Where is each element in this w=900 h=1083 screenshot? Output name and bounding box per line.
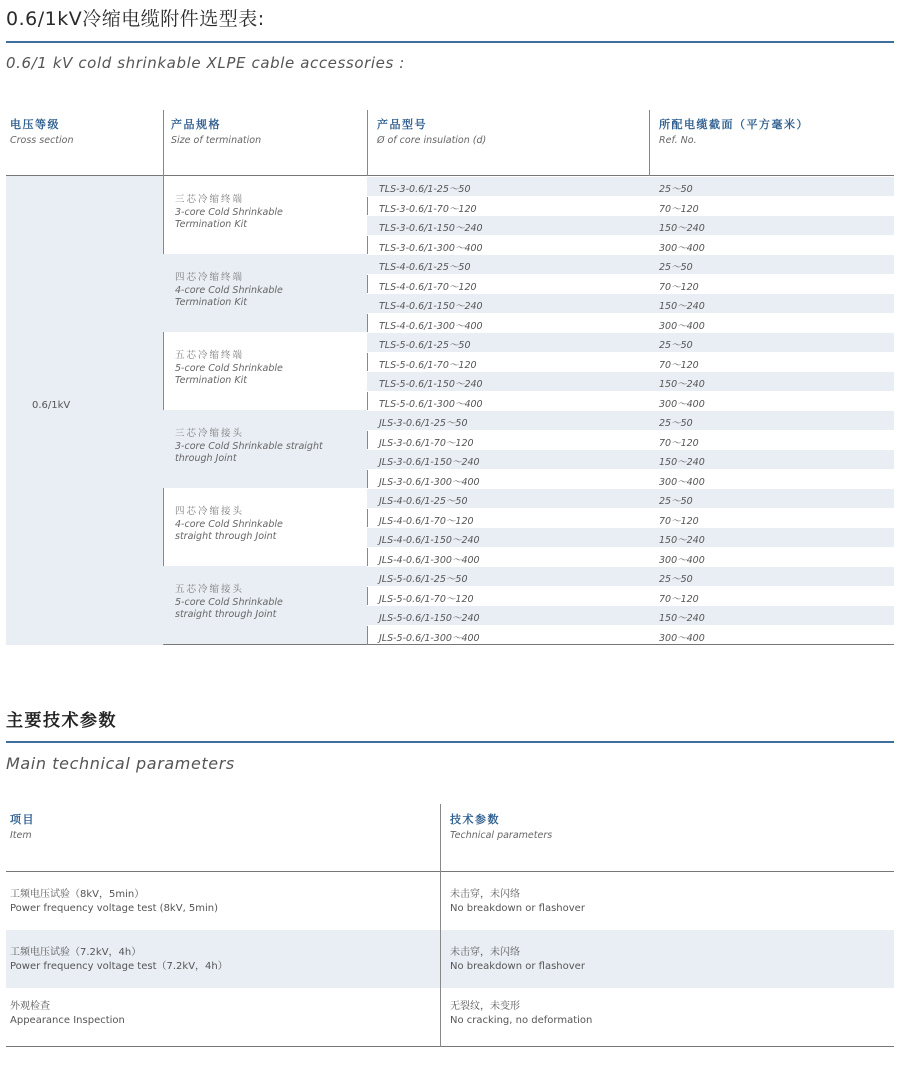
model-cell: JLS-4-0.6/1-300～400 (379, 554, 480, 566)
spec-en-line1: 3-core Cold Shrinkable straight (175, 440, 323, 452)
table-row (367, 371, 894, 391)
section1-divider (6, 41, 894, 43)
cross-section-cell: 150～240 (659, 535, 705, 546)
cross-section-cell: 300～400 (659, 398, 705, 410)
model-cell: TLS-5-0.6/1-300～400 (379, 398, 483, 410)
voltage-label: 0.6/1kV (32, 400, 71, 411)
accessories-table-header (6, 110, 894, 176)
table-row (6, 872, 894, 930)
cross-section-cell: 300～400 (659, 554, 705, 566)
model-cell: TLS-3-0.6/1-150～240 (379, 223, 483, 234)
item-cn: 外观检查 (10, 1001, 50, 1012)
header-voltage-en: Cross section (10, 135, 74, 146)
section1-title: 0.6/1kV冷缩电缆附件选型表: (6, 8, 265, 30)
table-row (367, 313, 894, 333)
model-cell: JLS-4-0.6/1-70～120 (379, 515, 474, 527)
header-params (446, 804, 886, 872)
spec-group (163, 566, 367, 644)
cross-section-cell: 25～50 (659, 574, 693, 585)
spec-text (175, 428, 323, 466)
cross-section-cell: 25～50 (659, 340, 693, 351)
param-cn: 未击穿，未闪络 (450, 889, 520, 900)
spec-en-line2: straight through Joint (175, 609, 277, 620)
table-row (6, 930, 894, 988)
header-model-cn: 产品型号 (377, 118, 427, 131)
cross-section-cell: 70～120 (659, 281, 699, 293)
spec-group (163, 488, 367, 566)
header-section-en: Ref. No. (659, 135, 697, 146)
cross-section-cell: 70～120 (659, 593, 699, 605)
table-row (367, 332, 894, 352)
param-en: No breakdown or flashover (450, 961, 585, 972)
item-en: Power frequency voltage test (8kV, 5min) (10, 903, 219, 914)
item-cell (10, 1000, 125, 1028)
cross-section-cell: 70～120 (659, 437, 699, 449)
spec-cn: 五芯冷缩接头 (175, 584, 245, 595)
cross-section-cell: 150～240 (659, 613, 705, 624)
header-divider (163, 110, 164, 176)
table-row (367, 547, 894, 567)
spec-cn: 三芯冷缩接头 (175, 428, 245, 439)
spec-en-line1: 3-core Cold Shrinkable (175, 206, 283, 218)
header-params-cn: 技术参数 (450, 813, 500, 826)
model-cell: TLS-3-0.6/1-70～120 (379, 203, 477, 215)
spec-text (175, 506, 283, 544)
model-cell: TLS-3-0.6/1-25～50 (379, 184, 471, 195)
spec-cn: 三芯冷缩终端 (175, 194, 245, 205)
accessories-table (6, 110, 894, 645)
spec-cn: 五芯冷缩终端 (175, 350, 245, 361)
item-en: Power frequency voltage test（7.2kV，4h） (10, 961, 228, 972)
spec-cn: 四芯冷缩终端 (175, 272, 245, 283)
param-cell (450, 946, 585, 974)
header-item (6, 804, 436, 872)
table-row (367, 196, 894, 216)
model-cell: JLS-4-0.6/1-25～50 (379, 496, 468, 507)
table-row (367, 352, 894, 372)
item-en: Appearance Inspection (10, 1015, 125, 1026)
voltage-cell (6, 176, 163, 645)
cross-section-cell: 300～400 (659, 242, 705, 254)
header-item-en: Item (10, 830, 32, 841)
header-model-en: Ø of core insulation (d) (377, 135, 487, 146)
param-en: No breakdown or flashover (450, 903, 585, 914)
cross-section-cell: 25～50 (659, 418, 693, 429)
spec-en-line2: through Joint (175, 453, 237, 464)
spec-en-line1: 5-core Cold Shrinkable (175, 596, 283, 608)
cross-section-cell: 300～400 (659, 476, 705, 488)
model-cell: JLS-5-0.6/1-300～400 (379, 632, 480, 644)
table-row (367, 274, 894, 294)
spec-group (163, 332, 367, 410)
table-row (367, 391, 894, 411)
spec-en-line1: 4-core Cold Shrinkable (175, 518, 283, 530)
model-cell: JLS-4-0.6/1-150～240 (379, 535, 480, 546)
model-cell: JLS-3-0.6/1-70～120 (379, 437, 474, 449)
section2-divider (6, 741, 894, 743)
header-voltage (6, 110, 163, 176)
header-model (373, 110, 653, 176)
model-cell: TLS-4-0.6/1-70～120 (379, 281, 477, 293)
table-row (367, 430, 894, 450)
item-cell (10, 946, 228, 974)
spec-en-line2: Termination Kit (175, 297, 247, 308)
spec-en-line1: 4-core Cold Shrinkable (175, 284, 283, 296)
cross-section-cell: 70～120 (659, 515, 699, 527)
cross-section-cell: 150～240 (659, 457, 705, 468)
table-row (367, 449, 894, 469)
section2-subtitle: Main technical parameters (6, 754, 235, 773)
header-spec (167, 110, 367, 176)
header-spec-en: Size of termination (171, 135, 262, 146)
spec-en-line2: straight through Joint (175, 531, 277, 542)
param-cn: 未击穿，未闪络 (450, 947, 520, 958)
item-cell (10, 888, 218, 916)
param-cn: 无裂纹，未变形 (450, 1001, 520, 1012)
spec-group (163, 176, 367, 254)
table-row (367, 527, 894, 547)
model-cell: JLS-3-0.6/1-25～50 (379, 418, 468, 429)
model-cell: JLS-5-0.6/1-70～120 (379, 593, 474, 605)
model-cell: TLS-4-0.6/1-25～50 (379, 262, 471, 273)
cross-section-cell: 25～50 (659, 184, 693, 195)
model-cell: TLS-5-0.6/1-70～120 (379, 359, 477, 371)
header-voltage-cn: 电压等级 (10, 118, 60, 131)
spec-text (175, 584, 283, 622)
model-cell: TLS-4-0.6/1-300～400 (379, 320, 483, 332)
table-row (367, 235, 894, 255)
table-row (367, 176, 894, 196)
item-cn: 工频电压试验（7.2kV，4h） (10, 947, 142, 958)
table-row (367, 469, 894, 489)
model-cell: JLS-3-0.6/1-300～400 (379, 476, 480, 488)
spec-cn: 四芯冷缩接头 (175, 506, 245, 517)
section1-subtitle: 0.6/1 kV cold shrinkable XLPE cable accessories : (6, 54, 405, 72)
param-cell (450, 1000, 592, 1028)
cross-section-cell: 150～240 (659, 301, 705, 312)
cross-section-cell: 300～400 (659, 320, 705, 332)
spec-text (175, 350, 283, 388)
cross-section-cell: 150～240 (659, 223, 705, 234)
header-section-cn: 所配电缆截面（平方毫米） (659, 118, 809, 131)
table-row (6, 988, 894, 1046)
header-divider (367, 110, 368, 176)
table-row (367, 586, 894, 606)
table-bottom-rule (6, 1046, 894, 1047)
header-section (655, 110, 894, 176)
table-row (367, 566, 894, 586)
cross-section-cell: 70～120 (659, 359, 699, 371)
table-row (367, 215, 894, 235)
spec-en-line2: Termination Kit (175, 219, 247, 230)
spec-text (175, 194, 283, 232)
table-row (367, 254, 894, 274)
model-cell: JLS-3-0.6/1-150～240 (379, 457, 480, 468)
cross-section-cell: 150～240 (659, 379, 705, 390)
item-cn: 工频电压试验（8kV，5min） (10, 889, 145, 900)
cross-section-cell: 70～120 (659, 203, 699, 215)
model-cell: JLS-5-0.6/1-25～50 (379, 574, 468, 585)
header-divider (649, 110, 650, 176)
table-row (367, 410, 894, 430)
model-cell: TLS-5-0.6/1-25～50 (379, 340, 471, 351)
header-item-cn: 项目 (10, 813, 35, 826)
header-spec-cn: 产品规格 (171, 118, 221, 131)
spec-group (163, 254, 367, 332)
cross-section-cell: 25～50 (659, 496, 693, 507)
parameters-table (6, 804, 894, 1046)
param-en: No cracking, no deformation (450, 1015, 593, 1026)
accessories-table-body (6, 176, 894, 645)
spec-en-line1: 5-core Cold Shrinkable (175, 362, 283, 374)
table-row (367, 488, 894, 508)
cross-section-cell: 300～400 (659, 632, 705, 644)
model-cell: TLS-4-0.6/1-150～240 (379, 301, 483, 312)
model-cell: TLS-3-0.6/1-300～400 (379, 242, 483, 254)
column-divider (440, 804, 441, 1047)
parameters-table-header (6, 804, 894, 872)
param-cell (450, 888, 585, 916)
section2-title: 主要技术参数 (6, 711, 117, 731)
spec-en-line2: Termination Kit (175, 375, 247, 386)
spec-group (163, 410, 367, 488)
table-row (367, 605, 894, 625)
table-row (367, 625, 894, 645)
header-params-en: Technical parameters (450, 830, 553, 841)
model-cell: JLS-5-0.6/1-150～240 (379, 613, 480, 624)
model-cell: TLS-5-0.6/1-150～240 (379, 379, 483, 390)
cross-section-cell: 25～50 (659, 262, 693, 273)
spec-text (175, 272, 283, 310)
table-row (367, 508, 894, 528)
table-row (367, 293, 894, 313)
